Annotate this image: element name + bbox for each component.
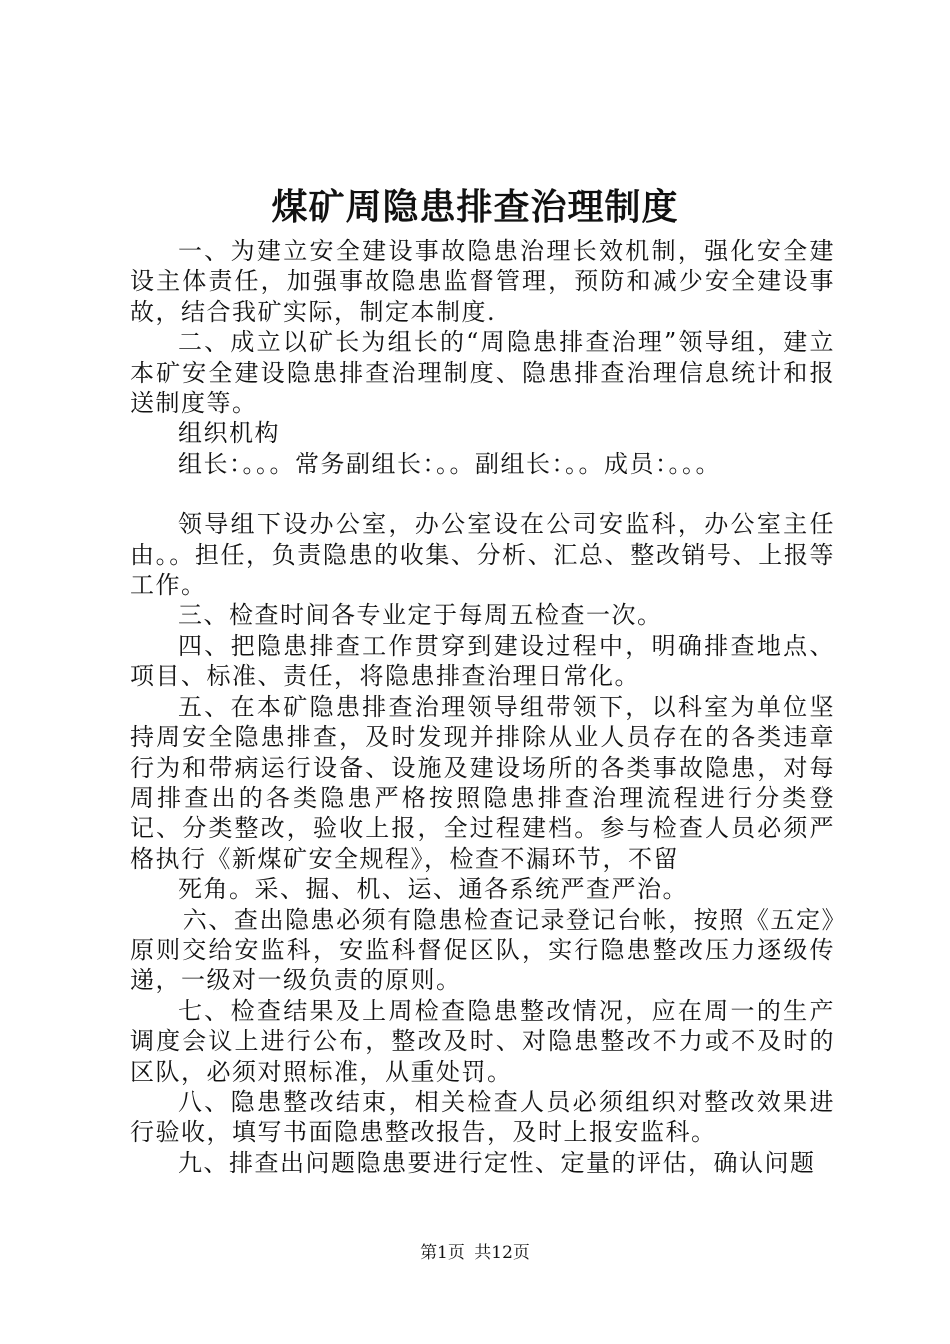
paragraph-7: 七、检查结果及上周检查隐患整改情况，应在周一的生产调度会议上进行公布，整改及时、对隐患整改不力或不及时的区队，必须对照标准，从重处罚。 (130, 996, 835, 1086)
paragraph-5-continued: 死角。采、掘、机、运、通各系统严查严治。 (178, 875, 688, 904)
paragraph-3: 三、检查时间各专业定于每周五检查一次。 (178, 601, 663, 630)
paragraph-1: 一、为建立安全建设事故隐患治理长效机制，强化安全建设主体责任，加强事故隐患监督管理，预防和减少安全建设事故，结合我矿实际，制定本制度. (130, 237, 835, 326)
page-footer (0, 1242, 950, 1264)
paragraph-8: 八、隐患整改结束，相关检查人员必须组织对整改效果进行验收，填写书面隐患整改报告，及时上报安监科。 (130, 1087, 835, 1147)
paragraph-office: 领导组下设办公室，办公室设在公司安监科，办公室主任由。。担任，负责隐患的收集、分析、汇总、整改销号、上报等工作。 (130, 510, 835, 600)
paragraph-6: 六、查出隐患必须有隐患检查记录登记台帐，按照《五定》原则交给安监科，安监科督促区队，实行隐患整改压力逐级传递，一级对一级负责的原则。 (130, 905, 835, 995)
page-total: 共12页 (474, 1243, 530, 1263)
paragraph-2: 二、成立以矿长为组长的“周隐患排查治理”领导组，建立本矿安全建设隐患排查治理制度、隐患排查治理信息统计和报送制度等。 (130, 328, 835, 418)
document-title: 煤矿周隐患排查治理制度 (271, 186, 679, 228)
paragraph-4: 四、把隐患排查工作贯穿到建设过程中，明确排查地点、项目、标准、责任，将隐患排查治理日常化。 (130, 631, 835, 691)
organization-members: 组长：。。。常务副组长：。。副组长：。。成员：。。。 (178, 449, 721, 478)
document-body (130, 236, 835, 1178)
section-heading-organization: 组织机构 (178, 419, 280, 448)
page-number: 第1页 (420, 1243, 465, 1263)
paragraph-5: 五、在本矿隐患排查治理领导组带领下，以科室为单位坚持周安全隐患排查，及时发现并排除从业人员存在的各类违章行为和带病运行设备、设施及建设场所的各类事故隐患，对每周排查出的各类隐患严格按照隐患排查治理流程进行分类登记、分类整改，验收上报，全过程建档。参与检查人员必须严格执行《新煤矿安全规程》，检查不漏环节，不留 (130, 692, 835, 873)
paragraph-9: 九、排查出问题隐患要进行定性、定量的评估，确认问题 (178, 1148, 816, 1177)
